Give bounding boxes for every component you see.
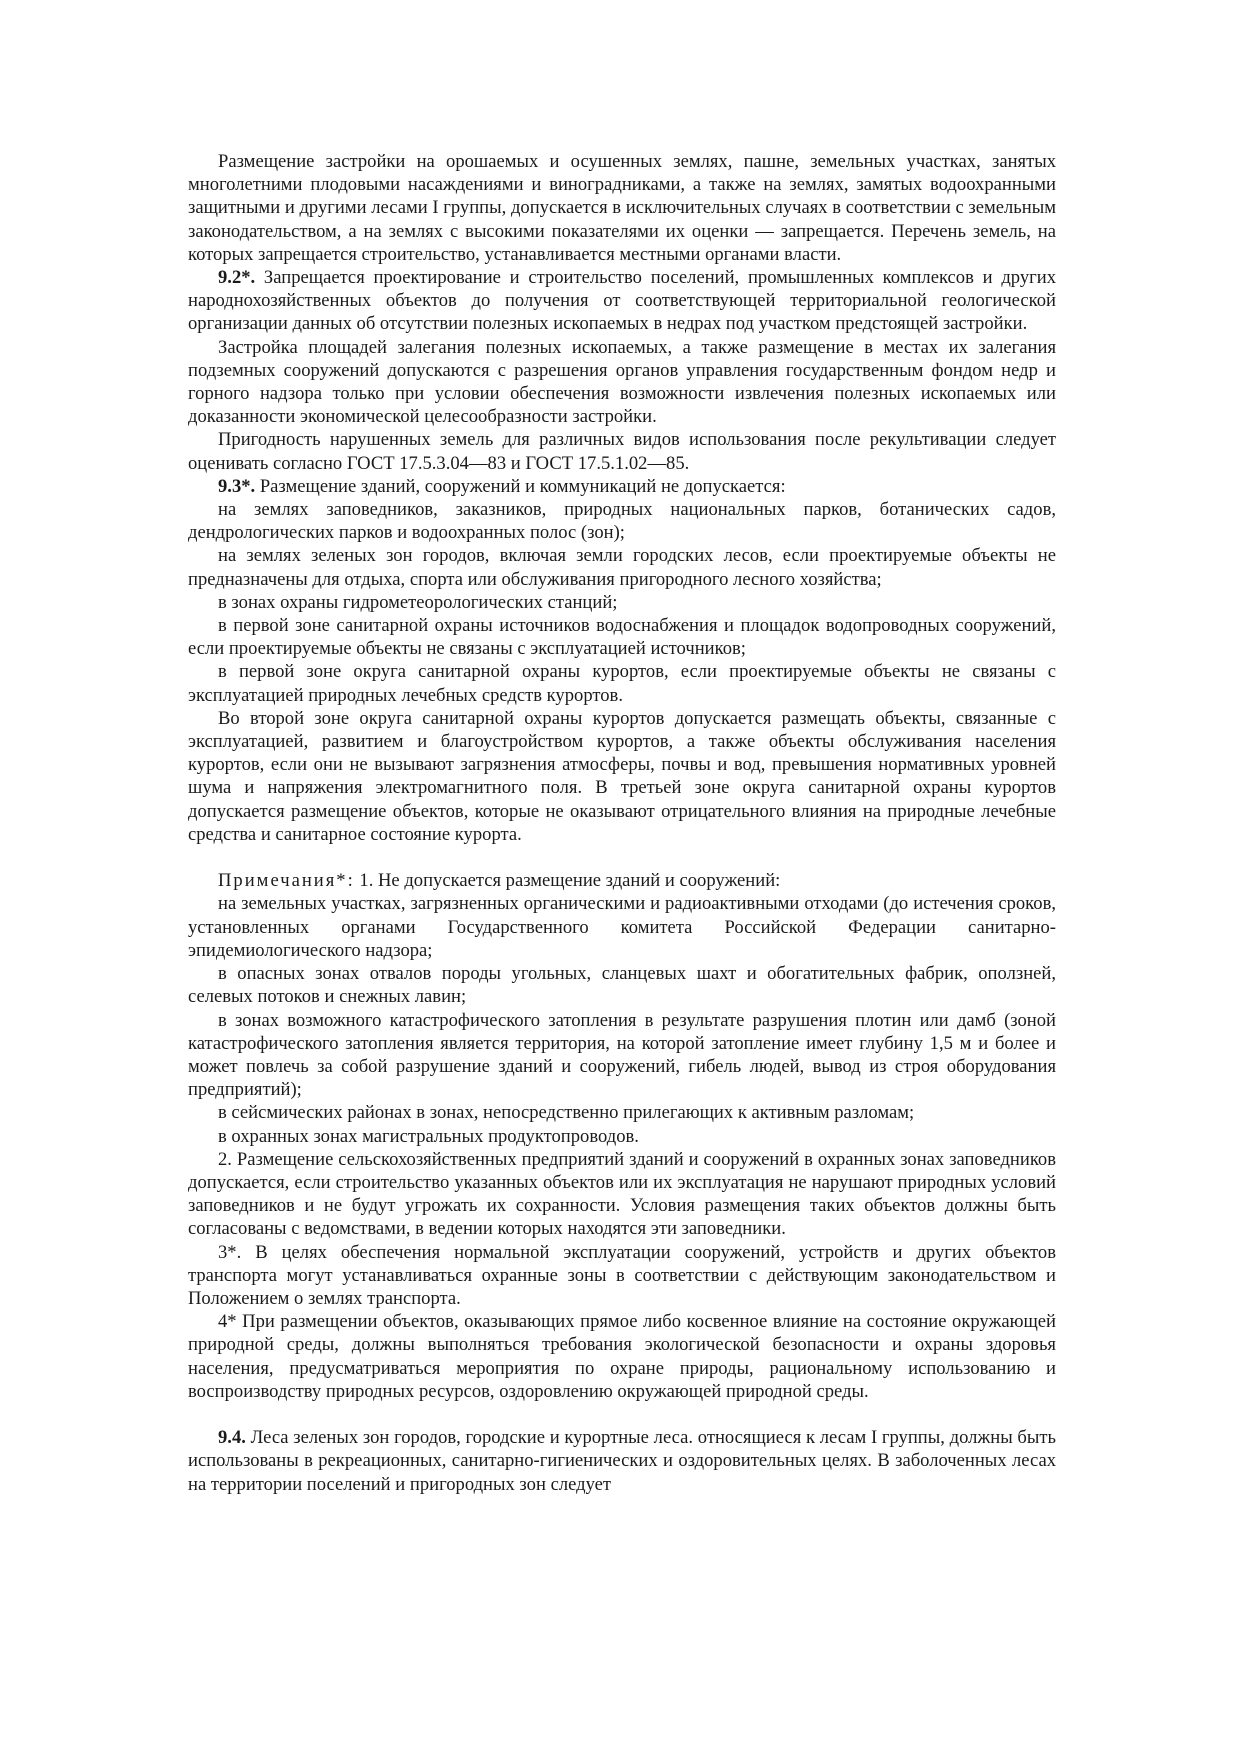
paragraph: [188, 544, 1056, 590]
clause-number: 9.2*.: [218, 267, 256, 289]
paragraph-text: Во второй зоне округа санитарной охраны курортов допускается размещать объекты, связанные с эксплуатацией, развитием и благоустройством курортов, а также объекты обслуживания населения курортов, если они не вызывают загрязнения атмосферы, почвы и вод, превышения нормативных уровней шума и напряжения электромагнитного поля. В третьей зоне округа санитарной охраны курортов допускается размещение объектов, которые не оказывают отрицательного влияния на природные лечебные средства и санитарное состояние курорта.: [188, 707, 1056, 845]
paragraph-text: Размещение зданий, сооружений и коммуникаций не допускается:: [255, 475, 786, 497]
paragraph: [188, 150, 1056, 266]
paragraph-text: 2. Размещение сельскохозяйственных предприятий зданий и сооружений в охранных зонах заповедников допускается, если строительство указанных объектов или их эксплуатация не нарушают природных условий заповедников и не будут угрожать их сохранности. Условия размещения таких объектов должны быть согласованы с ведомствами, в ведении которых находятся эти заповедники.: [188, 1148, 1056, 1240]
paragraph-text: Размещение застройки на орошаемых и осушенных землях, пашне, земельных участках, занятых многолетними плодовыми насаждениями и виноградниками, а также на землях, замятых водоохранными защитными и другими лесами I группы, допускается в исключительных случаях в соответствии с земельным законодательством, а на землях с высокими показателями их оценки — запрещается. Перечень земель, на которых запрещается строительство, устанавливается местными органами власти.: [188, 151, 1056, 265]
paragraph: [188, 707, 1056, 846]
paragraph: [188, 1148, 1056, 1241]
paragraph-text: на земельных участках, загрязненных органическими и радиоактивными отходами (до истечения сроков, установленных органами Государственного комитета Российской Федерации санитарно-эпидемиологического надзора;: [188, 893, 1056, 961]
paragraph: [188, 660, 1056, 706]
paragraph-text: в охранных зонах магистральных продуктопроводов.: [218, 1125, 639, 1147]
paragraph-text: Леса зеленых зон городов, городские и курортные леса. относящиеся к лесам I группы, должны быть использованы в рекреационных, санитарно-гигиенических и оздоровительных целях. В заболоченных лесах на территории поселений и пригородных зон следует: [188, 1427, 1056, 1495]
paragraph-text: в первой зоне санитарной охраны источников водоснабжения и площадок водопроводных сооружений, если проектируемые объекты не связаны с эксплуатацией источников;: [188, 615, 1056, 660]
paragraph: [188, 591, 1056, 614]
paragraph: [188, 962, 1056, 1008]
paragraph: [188, 1426, 1056, 1496]
paragraph: [188, 475, 1056, 498]
paragraph-text: на землях зеленых зон городов, включая земли городских лесов, если проектируемые объекты не предназначены для отдыха, спорта или обслуживания пригородного лесного хозяйства;: [188, 545, 1056, 590]
paragraph-text: в опасных зонах отвалов породы угольных, сланцевых шахт и обогатительных фабрик, оползней, селевых потоков и снежных лавин;: [188, 963, 1056, 1008]
paragraph: [188, 336, 1056, 429]
paragraph-text: 1. Не допускается размещение зданий и сооружений:: [354, 870, 781, 892]
paragraph-text: в первой зоне округа санитарной охраны курортов, если проектируемые объекты не связаны с эксплуатацией природных лечебных средств курортов.: [188, 661, 1056, 706]
paragraph: [188, 498, 1056, 544]
notes-paragraph: [188, 869, 1056, 892]
paragraph-text: на землях заповедников, заказников, природных национальных парков, ботанических садов, дендрологических парков и водоохранных полос (зон);: [188, 499, 1056, 544]
paragraph-text: Пригодность нарушенных земель для различных видов использования после рекультивации следует оценивать согласно ГОСТ 17.5.3.04—83 и ГОСТ 17.5.1.02—85.: [188, 429, 1056, 474]
notes-label: Примечания*:: [218, 870, 355, 892]
paragraph: [188, 428, 1056, 474]
paragraph: [188, 1310, 1056, 1403]
paragraph: [188, 892, 1056, 962]
paragraph-text: 4* При размещении объектов, оказывающих прямое либо косвенное влияние на состояние окружающей природной среды, должны выполняться требования экологической безопасности и охраны здоровья населения, предусматриваться мероприятия по охране природы, рациональному использованию и воспроизводству природных ресурсов, оздоровлению окружающей природной среды.: [188, 1311, 1056, 1402]
clause-number: 9.3*.: [218, 475, 256, 497]
paragraph-text: Запрещается проектирование и строительство поселений, промышленных комплексов и других народнохозяйственных объектов до получения от соответствующей территориальной геологической организации данных об отсутствии полезных ископаемых в недрах под участком предстоящей застройки.: [188, 267, 1056, 335]
paragraph: [188, 1009, 1056, 1102]
paragraph: [188, 614, 1056, 660]
paragraph-text: в сейсмических районах в зонах, непосредственно прилегающих к активным разломам;: [218, 1102, 915, 1124]
paragraph-text: Застройка площадей залегания полезных ископаемых, а также размещение в местах их залегания подземных сооружений допускаются с разрешения органов управления государственным фондом недр и горного надзора только при условии обеспечения возможности извлечения полезных ископаемых или доказанности экономической целесообразности застройки.: [188, 336, 1056, 428]
paragraph-text: 3*. В целях обеспечения нормальной эксплуатации сооружений, устройств и других объектов транспорта могут устанавливаться охранные зоны в соответствии с действующим законодательством и Положением о землях транспорта.: [188, 1241, 1056, 1309]
paragraph: [188, 1101, 1056, 1124]
paragraph: [188, 266, 1056, 336]
paragraph-text: в зонах охраны гидрометеорологических станций;: [218, 591, 618, 613]
paragraph: [188, 1241, 1056, 1311]
paragraph: [188, 1125, 1056, 1148]
clause-number: 9.4.: [218, 1427, 246, 1449]
document-page: [188, 150, 1056, 1496]
paragraph-text: в зонах возможного катастрофического затопления в результате разрушения плотин или дамб (зоной катастрофического затопления является территория, на которой затопление имеет глубину 1,5 м и более и может повлечь за собой разрушение зданий и сооружений, гибель людей, вывод из строя оборудования предприятий);: [188, 1009, 1056, 1101]
